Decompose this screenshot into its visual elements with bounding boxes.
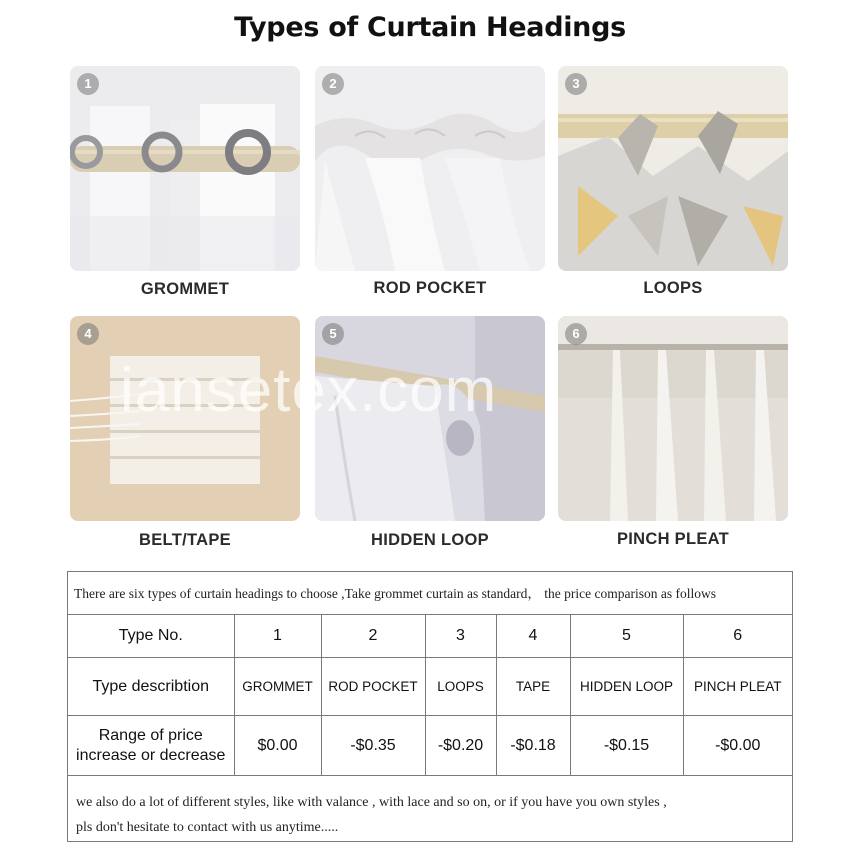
table-cell: 1 bbox=[234, 615, 321, 658]
card-label-grommet: GROMMET bbox=[140, 280, 230, 298]
card-label-hidden-loop: HIDDEN LOOP bbox=[371, 531, 489, 549]
pinch-pleat-card bbox=[558, 316, 788, 521]
card-number: 5 bbox=[322, 323, 344, 345]
row-header: Type describtion bbox=[68, 658, 234, 716]
row-header bbox=[68, 716, 234, 776]
table-row-type-no bbox=[68, 615, 792, 658]
belt-tape-card bbox=[70, 316, 300, 521]
table-row-price bbox=[68, 716, 792, 776]
card-label-rod-pocket: ROD POCKET bbox=[373, 279, 487, 297]
card-label-loops: LOOPS bbox=[643, 279, 703, 297]
table-cell: 4 bbox=[496, 615, 570, 658]
table-cell: PINCH PLEAT bbox=[683, 658, 792, 716]
card-number: 4 bbox=[77, 323, 99, 345]
footer-line: we also do a lot of different styles, like with valance , with lace and so on, or if you have you own styles , bbox=[76, 795, 667, 810]
table-cell: -$0.15 bbox=[570, 716, 683, 776]
table-cell: 2 bbox=[321, 615, 425, 658]
row-header-line: increase or decrease bbox=[76, 746, 226, 764]
card-number: 2 bbox=[322, 73, 344, 95]
hidden-loop-curtain-photo-icon bbox=[315, 316, 545, 521]
grommet-card bbox=[70, 66, 300, 271]
table-cell: GROMMET bbox=[234, 658, 321, 716]
card-number: 1 bbox=[77, 73, 99, 95]
table-cell: -$0.35 bbox=[321, 716, 425, 776]
hidden-loop-card bbox=[315, 316, 545, 521]
table-cell: HIDDEN LOOP bbox=[570, 658, 683, 716]
table-cell: 3 bbox=[425, 615, 496, 658]
table-cell: -$0.20 bbox=[425, 716, 496, 776]
rod-pocket-card bbox=[315, 66, 545, 271]
table-cell: -$0.18 bbox=[496, 716, 570, 776]
card-number: 3 bbox=[565, 73, 587, 95]
table-cell: $0.00 bbox=[234, 716, 321, 776]
row-header: Type No. bbox=[68, 615, 234, 658]
card-label-pinch-pleat: PINCH PLEAT bbox=[616, 530, 730, 548]
loops-curtain-photo-icon bbox=[558, 66, 788, 271]
grommet-curtain-photo-icon bbox=[70, 66, 300, 271]
table-cell: 5 bbox=[570, 615, 683, 658]
table-footer-note bbox=[68, 776, 792, 841]
footer-line: pls don't hesitate to contact with us anytime..... bbox=[76, 820, 339, 835]
card-number: 6 bbox=[565, 323, 587, 345]
table-row-type-description bbox=[68, 658, 792, 716]
table-cell: LOOPS bbox=[425, 658, 496, 716]
price-comparison-table bbox=[67, 571, 793, 842]
row-header-line: Range of price bbox=[98, 726, 203, 744]
table-cell: 6 bbox=[683, 615, 792, 658]
rod-pocket-curtain-photo-icon bbox=[315, 66, 545, 271]
price-grid bbox=[68, 615, 792, 776]
table-intro: There are six types of curtain headings to choose ,Take grommet curtain as standard， the price comparison as follows bbox=[68, 572, 792, 615]
table-cell: TAPE bbox=[496, 658, 570, 716]
pinch-pleat-curtain-photo-icon bbox=[558, 316, 788, 521]
table-cell: -$0.00 bbox=[683, 716, 792, 776]
loops-card bbox=[558, 66, 788, 271]
page-title: Types of Curtain Headings bbox=[234, 12, 626, 43]
belt-tape-curtain-photo-icon bbox=[70, 316, 300, 521]
card-label-belt-tape: BELT/TAPE bbox=[139, 531, 231, 549]
watermark-text: iansetex.com bbox=[120, 356, 498, 425]
table-cell: ROD POCKET bbox=[321, 658, 425, 716]
